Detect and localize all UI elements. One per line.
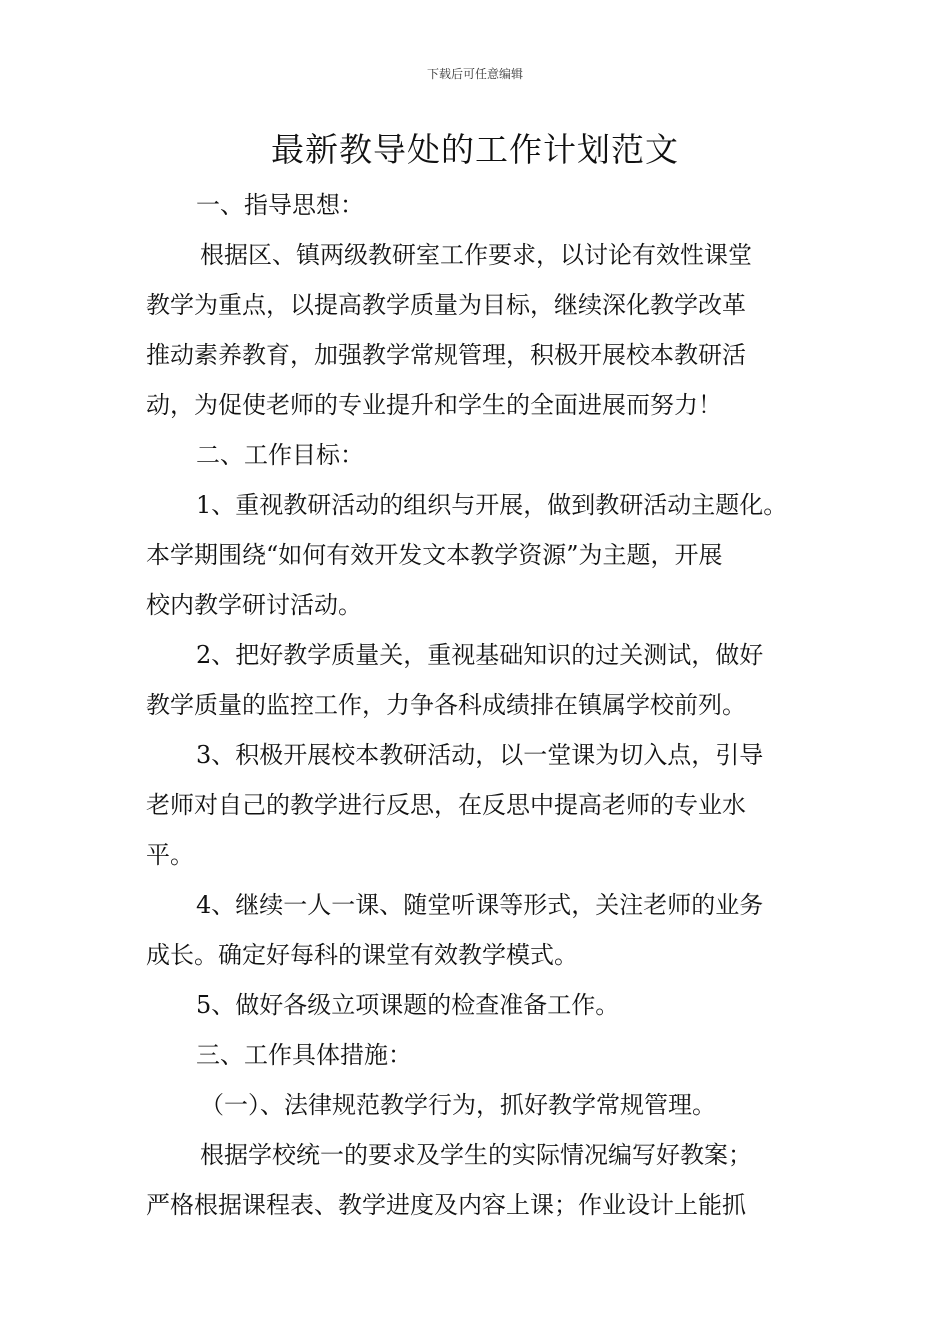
paragraph-line: 成长。确定好每科的课堂有效教学模式。 xyxy=(146,941,578,969)
paragraph-line: 教学质量的监控工作，力争各科成绩排在镇属学校前列。 xyxy=(146,691,746,719)
paragraph-line: 严格根据课程表、教学进度及内容上课；作业设计上能抓 xyxy=(146,1191,746,1219)
paragraph-line: 4、继续一人一课、随堂听课等形式，关注老师的业务 xyxy=(196,891,764,919)
paragraph-line: 1、重视教研活动的组织与开展，做到教研活动主题化。 xyxy=(196,491,788,519)
paragraph-line: 2、把好教学质量关，重视基础知识的过关测试，做好 xyxy=(196,641,764,669)
subsection-heading: （一）、法律规范教学行为，抓好教学常规管理。 xyxy=(200,1091,716,1119)
paragraph-line: 动，为促使老师的专业提升和学生的全面进展而努力！ xyxy=(146,391,722,419)
paragraph-line: 教学为重点，以提高教学质量为目标，继续深化教学改革 xyxy=(146,291,746,319)
section-heading-3: 三、工作具体措施： xyxy=(196,1041,412,1069)
document-title: 最新教导处的工作计划范文 xyxy=(271,130,679,169)
paragraph-line: 校内教学研讨活动。 xyxy=(146,591,362,619)
header-note: 下载后可任意编辑 xyxy=(426,67,523,81)
paragraph-line: 5、做好各级立项课题的检查准备工作。 xyxy=(196,991,620,1019)
paragraph-line: 老师对自己的教学进行反思，在反思中提高老师的专业水 xyxy=(146,791,746,819)
section-heading-1: 一、指导思想： xyxy=(196,191,364,219)
document-body xyxy=(146,180,808,1230)
paragraph-line: 根据学校统一的要求及学生的实际情况编写好教案； xyxy=(200,1141,752,1169)
paragraph-line: 推动素养教育，加强教学常规管理，积极开展校本教研活 xyxy=(146,341,746,369)
section-heading-2: 二、工作目标： xyxy=(196,441,364,469)
paragraph-line: 平。 xyxy=(146,841,194,869)
paragraph-line: 3、积极开展校本教研活动，以一堂课为切入点，引导 xyxy=(196,741,764,769)
paragraph-line: 本学期围绕“如何有效开发文本教学资源”为主题，开展 xyxy=(146,541,723,569)
paragraph-line: 根据区、镇两级教研室工作要求，以讨论有效性课堂 xyxy=(200,241,752,269)
